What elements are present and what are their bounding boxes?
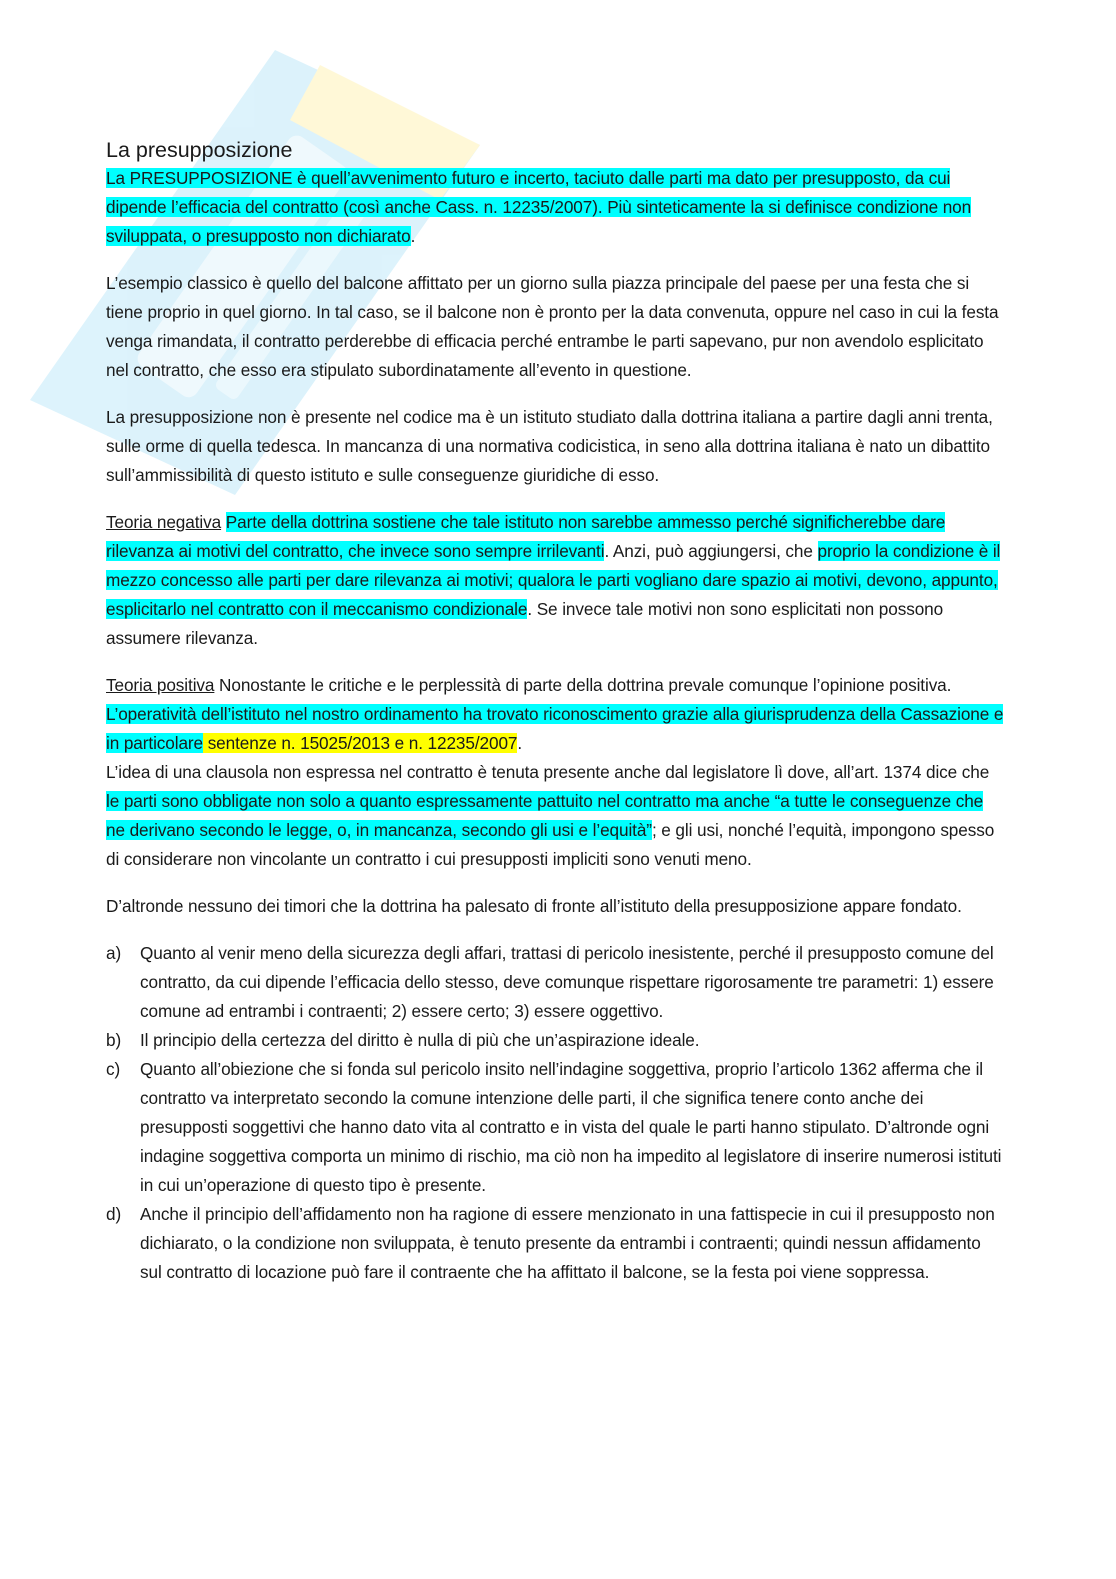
objections-list	[106, 939, 1006, 1287]
heading-negative-theory: Teoria negativa	[106, 512, 222, 532]
highlight-cyan: Parte della dottrina sostiene che tale istituto non sarebbe ammesso perché significherebbe dare rilevanza ai motivi del contratto, che invece sono sempre irrilevanti	[106, 512, 946, 561]
heading-positive-theory: Teoria positiva	[106, 675, 215, 695]
text-span: ; e gli usi, nonché l’equità, impongono spesso di considerare non vincolante un contratto i cui presupposti impliciti sono venuti meno.	[106, 820, 995, 869]
list-item-text: Il principio della certezza del diritto è nulla di più che un’aspirazione ideale.	[140, 1030, 700, 1050]
highlight-cyan: le parti sono obbligate non solo a quanto espressamente pattuito nel contratto ma anche “a tutte le conseguenze che ne derivano secondo le legge, o, in mancanza, secondo gli usi e l’equità”	[106, 791, 984, 840]
list-item	[106, 1026, 1006, 1055]
highlight-cyan: proprio la condizione è il mezzo concesso alle parti per dare rilevanza ai motivi; qualora le parti vogliano dare spazio ai motivi, devono, appunto, esplicitarlo nel contratto con il meccanismo condizionale	[106, 541, 1001, 619]
list-marker: c)	[106, 1059, 121, 1079]
text-span: . Anzi, può aggiungersi, che	[604, 541, 818, 561]
text-span: .	[410, 226, 416, 246]
text-span: . Se invece tale motivi non sono esplicitati non possono assumere rilevanza.	[106, 599, 944, 648]
list-item	[106, 1200, 1006, 1287]
text-span: Nonostante le critiche e le perplessità di parte della dottrina prevale comunque l’opinione positiva.	[214, 675, 952, 695]
paragraph-origin: La presupposizione non è presente nel codice ma è un istituto studiato dalla dottrina italiana a partire dagli anni trenta, sulle orme di quella tedesca. In mancanza di una normativa codicistica, in seno alla dottrina italiana è nato un dibattito sull’ammissibilità di questo istituto e sulle conseguenze giuridiche di esso.	[106, 407, 993, 485]
text-span: .	[517, 733, 523, 753]
document-title: La presupposizione	[106, 138, 293, 162]
highlight-yellow: sentenze n. 15025/2013 e n. 12235/2007	[203, 733, 518, 753]
paragraph-negative-theory	[106, 508, 1006, 653]
paragraph-positive-theory	[106, 671, 1006, 758]
highlight-cyan: La PRESUPPOSIZIONE è quell’avvenimento futuro e incerto, taciuto dalle parti ma dato per presupposto, da cui dipende l’efficacia del contratto (così anche Cass. n. 12235/2007). Più sinteticamente la si definisce condizione non sviluppata, o presupposto non dichiarato	[106, 168, 972, 246]
list-marker: a)	[106, 943, 122, 963]
paragraph-example: L’esempio classico è quello del balcone affittato per un giorno sulla piazza principale del paese per una festa che si tiene proprio in quel giorno. In tal caso, se il balcone non è pronto per la data convenuta, oppure nel caso in cui la festa venga rimandata, il contratto perderebbe di efficacia perché entrambe le parti sapevano, pur non avendolo esplicitato nel contratto, che esso era stipulato subordinatamente all’evento in questione.	[106, 273, 999, 380]
list-marker: b)	[106, 1030, 122, 1050]
document-page	[106, 136, 1006, 1287]
list-marker: d)	[106, 1204, 122, 1224]
paragraph-definition	[106, 164, 1006, 251]
paragraph-art-1374	[106, 758, 1006, 874]
text-span: L’idea di una clausola non espressa nel contratto è tenuta presente anche dal legislatore lì dove, all’art. 1374 dice che	[106, 762, 990, 782]
highlight-cyan: L’operatività dell’istituto nel nostro ordinamento ha trovato riconoscimento grazie alla giurisprudenza della Cassazione e in particolare	[106, 704, 1004, 753]
list-item-text: Anche il principio dell’affidamento non ha ragione di essere menzionato in una fattispecie in cui il presupposto non dichiarato, o la condizione non sviluppata, è tenuto presente da entrambi i contraenti; quindi nessun affidamento sul contratto di locazione può fare il contraente che ha affittato il balcone, se la festa poi viene soppressa.	[140, 1204, 995, 1282]
list-item	[106, 1055, 1006, 1200]
list-item	[106, 939, 1006, 1026]
list-item-text: Quanto all’obiezione che si fonda sul pericolo insito nell’indagine soggettiva, proprio l’articolo 1362 afferma che il contratto va interpretato secondo la comune intenzione delle parti, il che significa tenere conto anche dei presupposti soggettivi che hanno dato vita al contratto e in vista del quale le parti hanno stipulato. D’altronde ogni indagine soggettiva comporta un minimo di rischio, ma ciò non ha impedito al legislatore di inserire numerosi istituti in cui un’operazione di questo tipo è presente.	[140, 1059, 1002, 1195]
paragraph-conclusion: D’altronde nessuno dei timori che la dottrina ha palesato di fronte all’istituto della presupposizione appare fondato.	[106, 896, 962, 916]
list-item-text: Quanto al venir meno della sicurezza degli affari, trattasi di pericolo inesistente, perché il presupposto comune del contratto, da cui dipende l’efficacia dello stesso, deve comunque rispettare rigorosamente tre parametri: 1) essere comune ad entrambi i contraenti; 2) essere certo; 3) essere oggettivo.	[140, 943, 994, 1021]
